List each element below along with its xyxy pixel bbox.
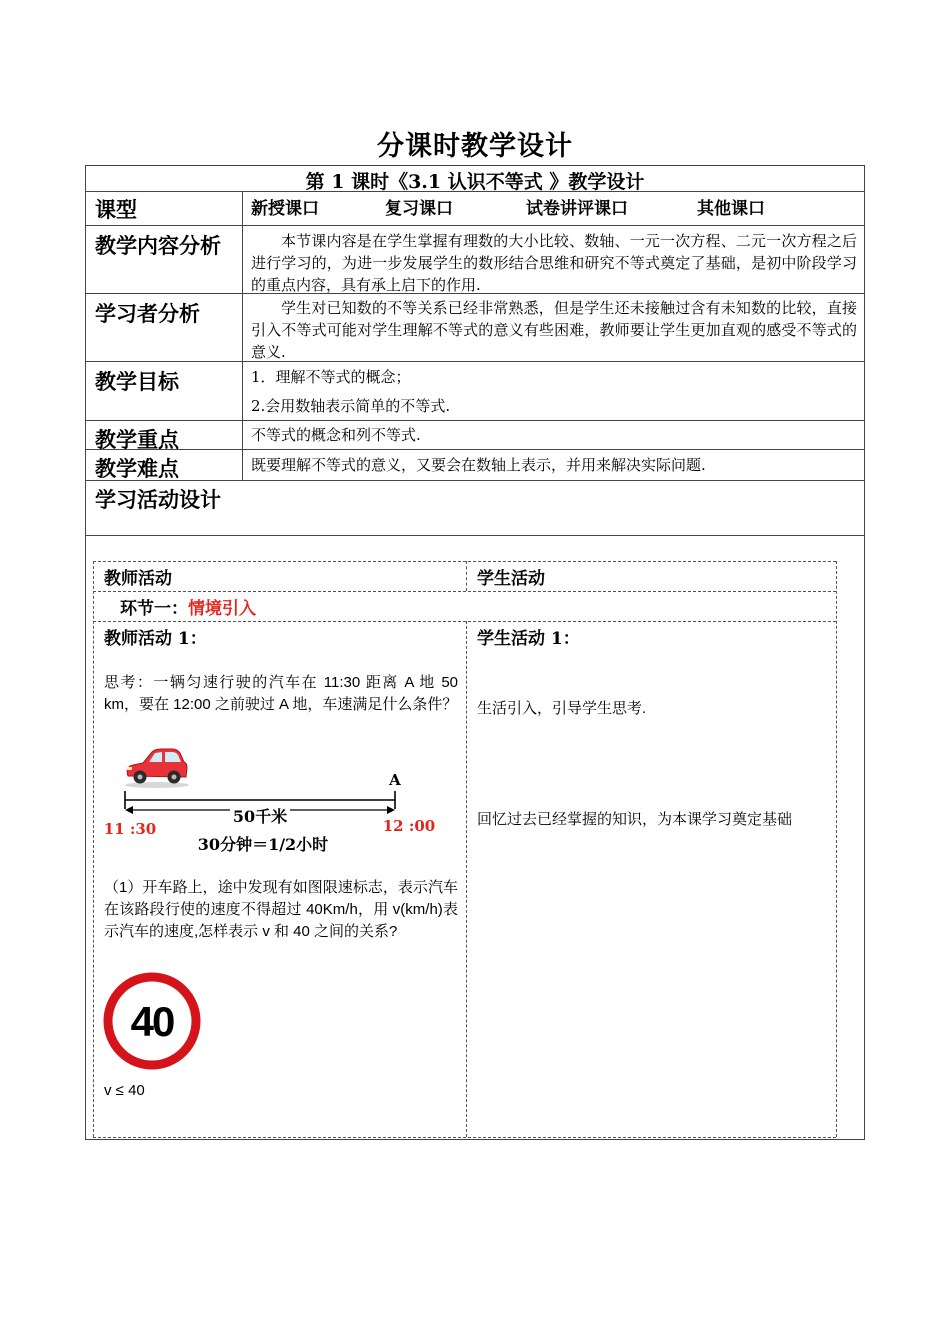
point-a-label: A	[389, 771, 401, 789]
table-rule	[85, 535, 865, 536]
option-review-lesson: 复习课口	[385, 199, 453, 219]
key-points-text: 不等式的概念和列不等式.	[251, 426, 421, 444]
duration-label: 30分钟＝1/2小时	[197, 835, 329, 854]
teacher-think-question: 思考：一辆匀速行驶的汽车在 11:30 距离 A 地 50 km，要在 12:00 之前驶过 A 地，车速满足什么条件？	[104, 674, 458, 713]
end-time-label: 12 :00	[382, 817, 436, 835]
content-analysis-label: 教学内容分析	[95, 233, 221, 258]
speed-answer: v ≤ 40	[104, 1082, 145, 1099]
student-activity-text-1: 生活引入，引导学生思考.	[477, 700, 647, 717]
car-icon	[125, 749, 189, 788]
arrow-right-icon	[387, 806, 395, 814]
difficulties-text: 既要理解不等式的意义，又要会在数轴上表示，并用来解决实际问题.	[251, 456, 706, 474]
arrow-left-icon	[125, 806, 133, 814]
course-type-label: 课型	[95, 197, 137, 222]
activity-design-label: 学习活动设计	[95, 487, 221, 512]
stage-heading	[120, 594, 256, 619]
difficulties-label: 教学难点	[95, 456, 179, 481]
learner-analysis-label: 学习者分析	[95, 301, 200, 326]
start-time-label: 11 :30	[103, 820, 157, 838]
teacher-activity-1-title: 教师活动 1：	[104, 629, 207, 649]
table-column-rule	[242, 191, 243, 480]
table-rule	[85, 480, 865, 481]
content-analysis-text: 本节课内容是在学生掌握有理数的大小比较、数轴、一元一次方程、二元一次方程之后进行学习的，为进一步发展学生的数形结合思维和研究不等式奠定了基础，是初中阶段学习的重点内容，具有承上启下的作用.	[251, 232, 857, 294]
distance-label: 50千米	[232, 807, 288, 826]
table-rule	[85, 449, 865, 450]
activity-table-rule	[93, 561, 836, 562]
speed-limit-sign	[102, 972, 202, 1072]
activity-table-rule	[93, 1137, 836, 1138]
option-exam-review-lesson: 试卷讲评课口	[526, 199, 628, 219]
speed-limit-question: （1）开车路上，途中发现有如图限速标志，表示汽车在该路段行使的速度不得超过 40Km/h，用 v(km/h)表示汽车的速度,怎样表示 v 和 40 之间的关系?	[104, 879, 458, 940]
activity-table-divider	[466, 621, 467, 1137]
stage-prefix: 环节一：	[120, 599, 188, 619]
table-rule	[85, 225, 865, 226]
objectives-label: 教学目标	[95, 369, 179, 394]
option-other-lesson: 其他课口	[697, 199, 765, 219]
table-rule	[85, 191, 865, 192]
activity-table-border	[93, 561, 94, 1137]
document-title: 分课时教学设计	[377, 131, 573, 162]
table-rule	[85, 420, 865, 421]
student-activity-text-2: 回忆过去已经掌握的知识，为本课学习奠定基础	[477, 811, 793, 828]
activity-table-rule	[93, 621, 836, 622]
objective-item: 2.会用数轴表示简单的不等式.	[251, 397, 451, 415]
key-points-label: 教学重点	[95, 427, 179, 452]
option-new-lesson: 新授课口	[251, 199, 319, 219]
speed-sign-value: 40	[130, 998, 174, 1045]
teacher-activity-header: 教师活动	[104, 569, 172, 589]
activity-table-divider	[466, 561, 467, 591]
activity-table-rule	[93, 591, 836, 592]
activity-table-border	[836, 561, 837, 1137]
objective-item: 1．理解不等式的概念；	[251, 368, 411, 386]
distance-time-diagram	[100, 740, 460, 860]
student-activity-header: 学生活动	[477, 569, 545, 589]
lesson-title: 第 1 课时《3.1 认识不等式 》教学设计	[305, 171, 645, 193]
learner-analysis-text: 学生对已知数的不等关系已经非常熟悉，但是学生还未接触过含有未知数的比较，直接引入不等式可能对学生理解不等式的意义有些困难，教师要让学生更加直观的感受不等式的意义.	[251, 299, 857, 361]
stage-name: 情境引入	[188, 599, 256, 619]
student-activity-1-title: 学生活动 1：	[477, 629, 580, 649]
